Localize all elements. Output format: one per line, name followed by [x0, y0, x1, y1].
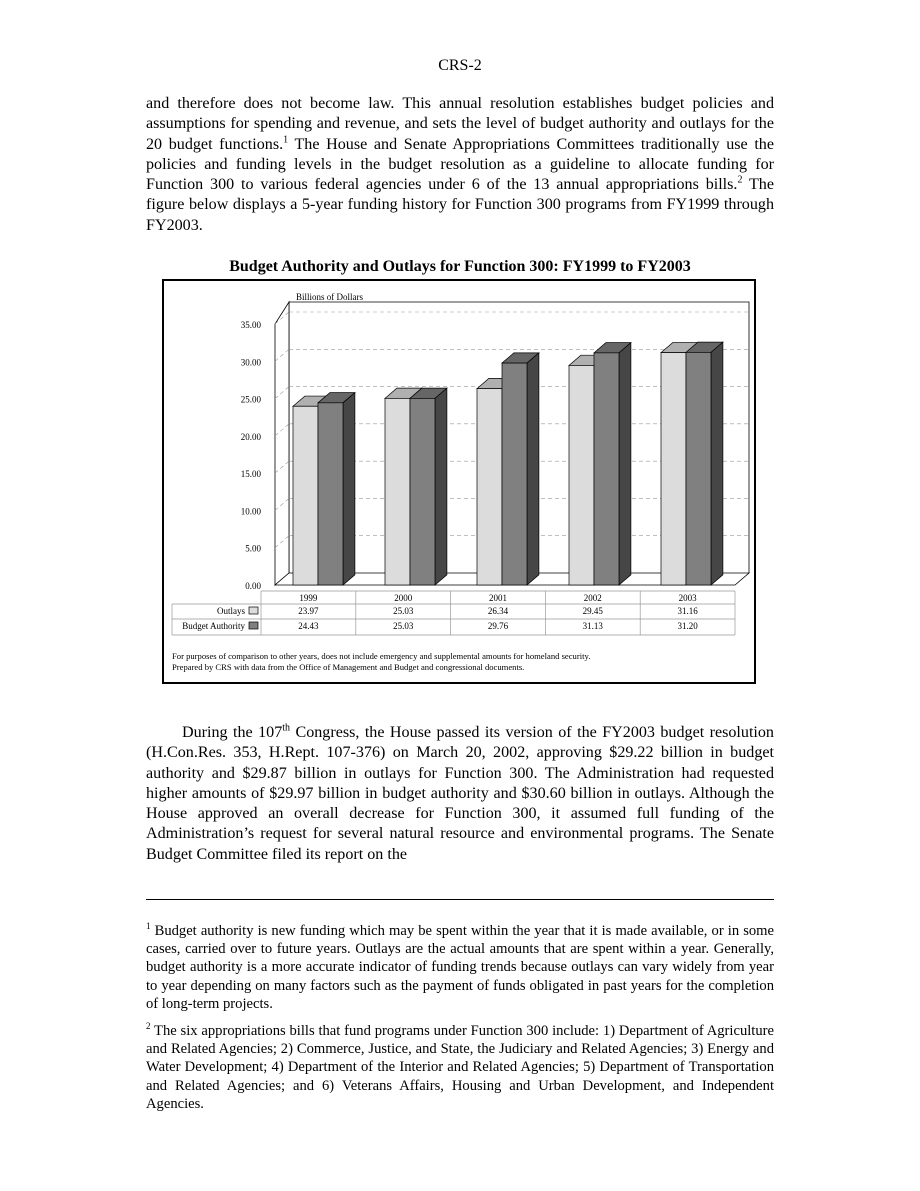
- figure-notes: [172, 651, 590, 673]
- bar-outlays: [477, 389, 502, 585]
- bar-side-budget-authority: [527, 353, 539, 585]
- y-tick-label: 15.00: [240, 469, 261, 480]
- footnote-1-number: 1: [146, 921, 151, 932]
- data-label: 31.13: [582, 621, 603, 631]
- footnote-ref-1[interactable]: 1: [283, 134, 289, 146]
- bar-side-budget-authority: [619, 343, 631, 585]
- footnote-ref-2[interactable]: 2: [737, 174, 743, 186]
- x-tick-label: 1999: [299, 593, 318, 603]
- page-header: CRS-2: [438, 57, 482, 74]
- figure-note-2: Prepared by CRS with data from the Office of Management and Budget and congressional documents.: [172, 662, 525, 672]
- bar-chart: [164, 281, 758, 686]
- legend-swatch: [249, 607, 258, 614]
- bar-outlays: [569, 365, 594, 585]
- y-axis-label: Billions of Dollars: [296, 292, 363, 302]
- bar-budget-authority: [318, 403, 343, 585]
- data-label: 29.76: [487, 621, 509, 631]
- body-text-2: Congress, the House passed its version of the FY2003 budget resolution (H.Con.Res. 353, H.Rept. 107-376) on March 20, 2002, approving $29.22 billion in budget authority and $29.87 billion in outlays for Function 300. The Administration had requested higher amounts of $29.97 billion in budget authority and $30.60 billion in outlays. Although the House approved an overall decrease for Function 300, it assumed full funding of the Administration’s request for several natural resource and environmental programs. The Senate Budget Committee filed its report on the: [146, 724, 774, 863]
- chart-frame: [162, 279, 756, 684]
- legend-label: Outlays: [217, 606, 245, 616]
- x-tick-label: 2003: [678, 593, 697, 603]
- data-label: 25.03: [393, 606, 414, 616]
- bar-budget-authority: [594, 353, 619, 585]
- legend-swatch: [249, 622, 258, 629]
- data-label: 25.03: [393, 621, 414, 631]
- figure-title: Budget Authority and Outlays for Function 300: FY1999 to FY2003: [229, 258, 691, 275]
- bar-budget-authority: [686, 352, 711, 585]
- x-tick-label: 2001: [489, 593, 507, 603]
- intro-paragraph: [146, 94, 774, 236]
- body-paragraph: [146, 723, 774, 865]
- intro-text-3: The figure below displays a 5-year funding history for Function 300 programs from FY1999 through FY2003.: [146, 176, 775, 234]
- bar-budget-authority: [502, 363, 527, 585]
- data-label: 26.34: [487, 606, 509, 616]
- bar-outlays: [385, 398, 410, 585]
- data-label: 31.20: [677, 621, 698, 631]
- body-text-1: During the 107: [182, 724, 283, 741]
- intro-text-2: The House and Senate Appropriations Committees traditionally use the policies and funding levels in the budget resolution as a guideline to allocate funding for Function 300 to various federal agencies under 6 of the 13 annual appropriations bills.: [146, 135, 774, 194]
- y-tick-label: 10.00: [240, 506, 261, 517]
- data-label: 29.45: [582, 606, 603, 616]
- bar-outlays: [661, 353, 686, 585]
- x-tick-label: 2000: [394, 593, 413, 603]
- data-label: 23.97: [298, 606, 319, 616]
- bar-budget-authority: [410, 398, 435, 585]
- footnote-1-text: Budget authority is new funding which may be spent within the year that it is made available, or in some cases, carried over to future years. Outlays are the actual amounts that are spent within a year. Generally, budget authority is a more accurate indicator of funding trends because outlays can vary widely from year to year depending on many factors such as the payment of funds obligated in past years for the completion of long-term projects.: [146, 923, 774, 1012]
- bar-side-budget-authority: [435, 388, 447, 585]
- x-tick-label: 2002: [583, 593, 602, 603]
- plot-side-wall: [275, 302, 289, 585]
- footnote-1: [146, 922, 774, 1013]
- bar-side-budget-authority: [711, 342, 723, 585]
- intro-text-1: and therefore does not become law. This annual resolution establishes budget policies and assumptions for spending and revenue, and sets the level of budget authority and outlays for the 20 budget functions.: [146, 95, 774, 153]
- footnote-2-text: The six appropriations bills that fund programs under Function 300 include: 1) Department of Agriculture and Related Agencies; 2) Commerce, Justice, and State, the Judiciary and Related Agencies; 3) Energy and Water Development; 4) Department of the Interior and Related Agencies; 5) Department of Transportation and Related Agencies; and 6) Veterans Affairs, Housing and Urban Development, and Independent Agencies.: [146, 1023, 774, 1112]
- y-tick-label: 20.00: [240, 431, 261, 442]
- footnote-2-number: 2: [146, 1021, 151, 1032]
- y-tick-label: 0.00: [245, 581, 261, 591]
- bar-outlays: [293, 406, 318, 585]
- figure-note-1: For purposes of comparison to other years, does not include emergency and supplemental amounts for homeland security.: [172, 651, 591, 661]
- ordinal-suffix: th: [282, 722, 291, 734]
- y-tick-label: 35.00: [240, 320, 261, 330]
- footnote-divider: [146, 899, 774, 900]
- bar-side-budget-authority: [343, 393, 355, 585]
- y-tick-label: 5.00: [245, 543, 261, 554]
- y-tick-label: 25.00: [240, 394, 261, 405]
- legend-label: Budget Authority: [182, 621, 245, 631]
- y-tick-label: 30.00: [240, 357, 261, 368]
- data-label: 24.43: [298, 621, 319, 631]
- footnote-2: [146, 1022, 774, 1113]
- data-label: 31.16: [677, 606, 698, 616]
